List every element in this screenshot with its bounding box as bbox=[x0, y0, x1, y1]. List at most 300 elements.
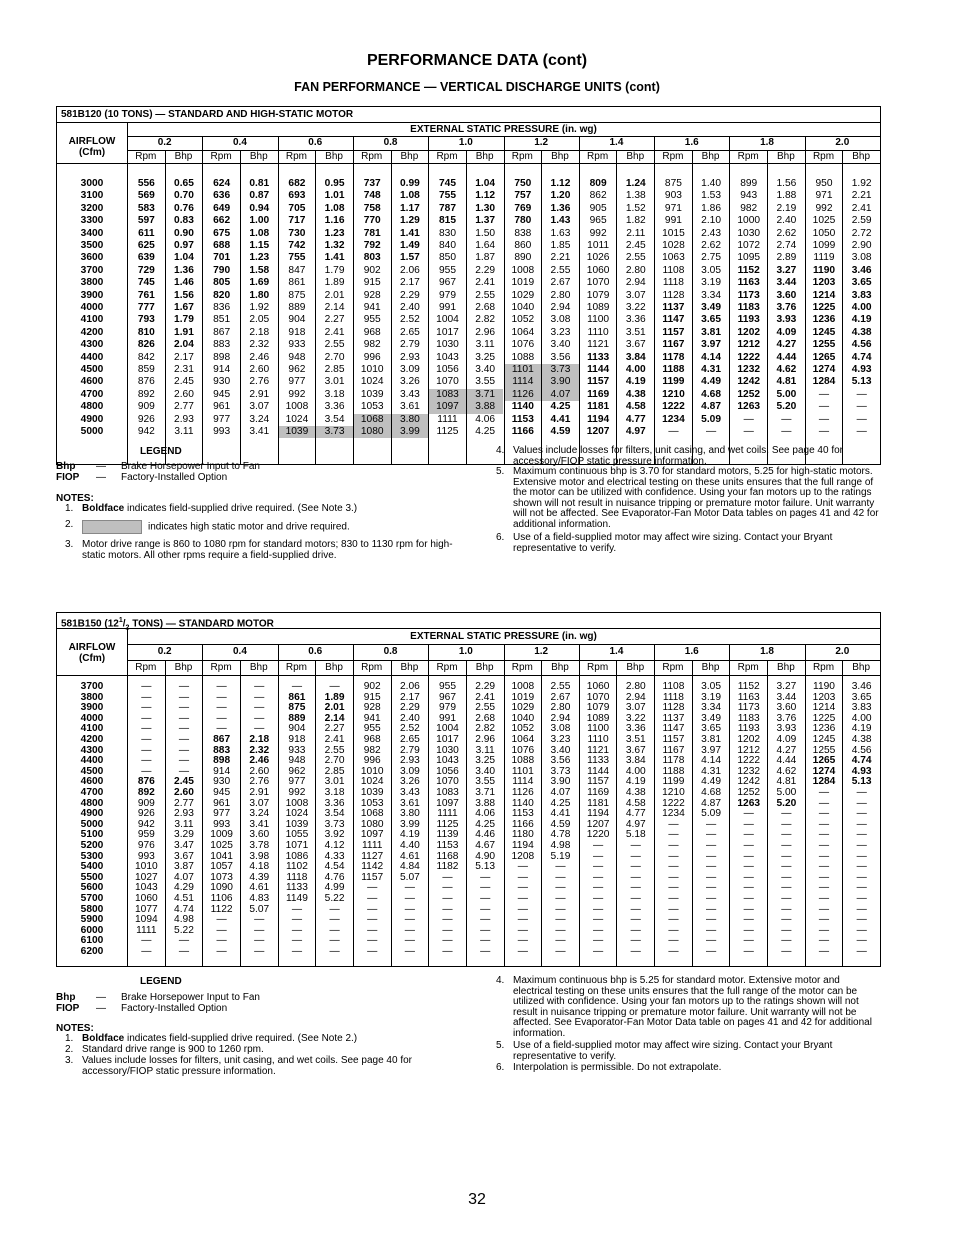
bhp-value: 3.83 bbox=[851, 289, 872, 301]
rpm-value: — bbox=[743, 426, 754, 437]
bhp-value: 1.57 bbox=[399, 252, 420, 264]
rpm-value: 1274 bbox=[812, 364, 836, 375]
rpm-value: 790 bbox=[213, 264, 231, 276]
rpm-value: 1203 bbox=[812, 277, 836, 289]
bhp-header: Bhp bbox=[701, 661, 720, 673]
rpm-value: 914 bbox=[213, 364, 231, 375]
bhp-value: 4.33 bbox=[324, 850, 345, 862]
bhp-value: — bbox=[856, 946, 867, 957]
bhp-value: — bbox=[480, 882, 491, 894]
bhp-value: 3.55 bbox=[475, 776, 496, 788]
bhp-value: 1.58 bbox=[249, 264, 270, 276]
rpm-value: 1265 bbox=[812, 755, 836, 767]
rpm-value: 1180 bbox=[511, 829, 534, 841]
rpm-value: 991 bbox=[439, 712, 456, 724]
rpm-value: — bbox=[442, 882, 453, 894]
airflow-value: 4100 bbox=[80, 314, 104, 326]
bhp-value: 1.49 bbox=[399, 240, 420, 251]
pressure-header: 0.2 bbox=[157, 646, 172, 658]
airflow-value: 5900 bbox=[80, 914, 104, 926]
bhp-value: 3.60 bbox=[776, 702, 797, 714]
rpm-value: 742 bbox=[288, 240, 306, 251]
bhp-value: 3.34 bbox=[701, 702, 721, 714]
column-rule bbox=[391, 150, 392, 163]
rpm-value: — bbox=[367, 924, 378, 936]
bhp-value: 3.08 bbox=[851, 252, 872, 264]
rpm-value: 1114 bbox=[512, 776, 534, 788]
rpm-value: 1057 bbox=[210, 861, 233, 873]
bhp-value: 4.39 bbox=[249, 871, 270, 883]
table-row bbox=[57, 352, 880, 364]
bhp-value: 3.24 bbox=[249, 413, 270, 425]
rpm-value: 955 bbox=[439, 681, 456, 692]
bhp-value: 2.41 bbox=[851, 202, 872, 214]
bhp-value: 2.60 bbox=[249, 765, 270, 777]
bhp-value: 1.50 bbox=[475, 227, 496, 239]
bhp-value: 3.51 bbox=[625, 326, 646, 338]
rpm-value: 875 bbox=[288, 702, 306, 714]
rpm-value: — bbox=[818, 787, 830, 798]
bhp-value: 2.55 bbox=[550, 681, 571, 692]
rpm-value: 1128 bbox=[662, 289, 685, 301]
table-row bbox=[57, 389, 880, 401]
bhp-value: 3.71 bbox=[467, 389, 504, 401]
rpm-value: 1222 bbox=[662, 797, 685, 809]
bhp-value: 1.56 bbox=[776, 178, 797, 189]
rpm-value: 1137 bbox=[662, 302, 685, 313]
bhp-value: — bbox=[555, 935, 566, 947]
bhp-value: 3.36 bbox=[625, 314, 646, 326]
bhp-value: — bbox=[178, 723, 190, 735]
bhp-value: 2.18 bbox=[249, 734, 270, 745]
pressure-header: 0.4 bbox=[232, 646, 247, 658]
bhp-value: 2.55 bbox=[625, 252, 646, 264]
column-rule bbox=[353, 644, 354, 675]
airflow-value: 5500 bbox=[80, 871, 104, 883]
rpm-value: — bbox=[818, 850, 830, 862]
column-rule bbox=[616, 660, 617, 675]
bhp-value: 5.07 bbox=[399, 871, 420, 883]
rpm-value: 1202 bbox=[737, 326, 761, 338]
bhp-value: 2.89 bbox=[776, 252, 797, 264]
rpm-value: 976 bbox=[137, 840, 155, 851]
rpm-value: 1163 bbox=[737, 277, 760, 289]
rpm-header: Rpm bbox=[436, 661, 458, 673]
bhp-value: 1.43 bbox=[550, 215, 571, 227]
rpm-value: 830 bbox=[439, 227, 456, 239]
bhp-value: 4.27 bbox=[776, 744, 797, 756]
rpm-value: 793 bbox=[137, 314, 155, 326]
airflow-value: 4700 bbox=[80, 388, 104, 400]
column-rule bbox=[579, 644, 580, 675]
rpm-value: 1194 bbox=[511, 840, 534, 851]
bhp-value: 2.80 bbox=[550, 702, 571, 714]
bhp-value: 5.18 bbox=[625, 829, 646, 841]
bhp-value: 3.84 bbox=[625, 351, 646, 363]
rpm-value: 1133 bbox=[587, 755, 610, 767]
rpm-value: — bbox=[593, 935, 604, 947]
bhp-value: 3.07 bbox=[625, 289, 646, 301]
bhp-value: 2.55 bbox=[550, 264, 571, 276]
rpm-value: 915 bbox=[363, 277, 381, 289]
rpm-value: — bbox=[818, 882, 830, 894]
rpm-value: — bbox=[442, 914, 453, 926]
bhp-value: — bbox=[480, 914, 491, 926]
rpm-value: — bbox=[743, 850, 754, 862]
rpm-value: 904 bbox=[288, 314, 306, 326]
bhp-value: 2.74 bbox=[776, 240, 797, 251]
airflow-value: 4500 bbox=[80, 364, 104, 375]
page-number: 32 bbox=[468, 1191, 486, 1208]
rpm-value: 1126 bbox=[511, 787, 534, 798]
rpm-value: 982 bbox=[363, 339, 381, 351]
bhp-value: — bbox=[555, 882, 566, 894]
column-rule bbox=[202, 644, 203, 675]
airflow-value: 3800 bbox=[80, 691, 104, 703]
rpm-value: 1178 bbox=[662, 755, 685, 767]
rpm-value: — bbox=[442, 935, 453, 947]
rpm-value: 1188 bbox=[662, 364, 685, 375]
bhp-value: 4.56 bbox=[851, 744, 872, 756]
bhp-value: 5.20 bbox=[776, 401, 797, 413]
rpm-value: 909 bbox=[137, 401, 155, 413]
rpm-value: 1102 bbox=[285, 861, 308, 873]
rpm-value: 899 bbox=[740, 178, 758, 189]
legend-item-fiop: FIOP — Factory-Installed Option bbox=[56, 1003, 228, 1014]
bhp-value: — bbox=[781, 861, 792, 873]
bhp-value: 1.40 bbox=[701, 178, 721, 189]
bhp-value: — bbox=[781, 871, 792, 883]
rpm-value: 883 bbox=[213, 744, 231, 756]
rpm-value: — bbox=[517, 903, 528, 915]
bhp-value: 3.24 bbox=[249, 808, 270, 820]
rpm-header: Rpm bbox=[812, 150, 835, 162]
bhp-value: — bbox=[781, 413, 792, 425]
table-body bbox=[57, 164, 880, 464]
bhp-value: 2.60 bbox=[249, 364, 270, 375]
rpm-value: 1245 bbox=[812, 734, 836, 745]
rpm-value: 928 bbox=[363, 702, 381, 714]
rpm-value: 1210 bbox=[662, 388, 685, 400]
bhp-value: 2.76 bbox=[249, 776, 270, 788]
rpm-value: 1010 bbox=[360, 765, 384, 777]
bhp-value: 1.23 bbox=[249, 252, 270, 264]
rpm-value: — bbox=[216, 712, 227, 724]
rpm-value: 1181 bbox=[587, 401, 610, 413]
bhp-value: 1.86 bbox=[701, 202, 721, 214]
airflow-value: 6000 bbox=[80, 924, 104, 936]
rpm-value: 737 bbox=[363, 178, 381, 189]
rpm-value: 992 bbox=[589, 227, 607, 239]
rpm-value: 1139 bbox=[436, 829, 459, 841]
bhp-value: 3.61 bbox=[399, 797, 420, 809]
column-rule bbox=[428, 644, 429, 675]
bhp-value: 2.32 bbox=[249, 339, 270, 351]
bhp-value: 5.22 bbox=[324, 893, 345, 904]
pressure-header: 1.2 bbox=[534, 646, 549, 658]
bhp-value: 4.98 bbox=[550, 840, 571, 851]
bhp-value: 2.19 bbox=[776, 202, 797, 214]
bhp-value: — bbox=[781, 850, 792, 862]
bhp-value: 1.00 bbox=[249, 215, 270, 227]
bhp-value: — bbox=[254, 935, 265, 947]
rpm-value: — bbox=[141, 691, 152, 703]
rpm-value: — bbox=[593, 882, 604, 894]
bhp-value: 2.93 bbox=[399, 755, 420, 767]
rpm-value: 965 bbox=[589, 215, 607, 227]
rpm-value: 1101 bbox=[511, 765, 534, 777]
rpm-value: 902 bbox=[363, 681, 381, 692]
rpm-value: 1194 bbox=[587, 808, 610, 820]
column-rule bbox=[428, 136, 429, 163]
bhp-value: — bbox=[705, 840, 717, 851]
pressure-header: 1.2 bbox=[534, 137, 549, 149]
rpm-value: 1173 bbox=[737, 289, 760, 301]
rpm-value: 1157 bbox=[662, 326, 685, 338]
bhp-value: — bbox=[404, 935, 415, 947]
rpm-value: 993 bbox=[137, 850, 155, 862]
rpm-value: 992 bbox=[288, 388, 306, 400]
rpm-value: 1039 bbox=[279, 426, 316, 438]
bhp-value: 4.51 bbox=[174, 893, 194, 904]
rpm-value: — bbox=[668, 840, 679, 851]
bhp-value: 4.77 bbox=[625, 808, 646, 820]
rpm-value: 1060 bbox=[586, 681, 610, 692]
bhp-value: 2.41 bbox=[324, 734, 345, 745]
bhp-value: 3.76 bbox=[776, 302, 797, 313]
bhp-value: 4.83 bbox=[249, 893, 270, 904]
bhp-value: — bbox=[856, 924, 867, 936]
bhp-value: — bbox=[856, 818, 867, 830]
rpm-value: 748 bbox=[363, 190, 381, 202]
bhp-value: 3.41 bbox=[249, 426, 270, 437]
column-rule bbox=[805, 644, 806, 675]
airflow-value: 6200 bbox=[80, 946, 104, 957]
bhp-value: 2.31 bbox=[174, 364, 194, 375]
rpm-value: — bbox=[593, 861, 604, 873]
rpm-value: 1101 bbox=[505, 364, 542, 376]
rpm-value: 1166 bbox=[511, 426, 534, 437]
bhp-value: 4.19 bbox=[851, 723, 872, 735]
rpm-value: 750 bbox=[514, 178, 532, 189]
bhp-value: 1.12 bbox=[550, 178, 571, 189]
bhp-value: 0.94 bbox=[249, 202, 270, 214]
rpm-value: 941 bbox=[363, 712, 381, 724]
bhp-value: 4.93 bbox=[851, 765, 872, 777]
table-body bbox=[57, 676, 880, 966]
pressure-header: 1.8 bbox=[760, 646, 774, 658]
rpm-value: 862 bbox=[589, 190, 607, 202]
rpm-value: 1128 bbox=[662, 702, 685, 714]
rpm-value: 1263 bbox=[737, 401, 761, 413]
rpm-value: 889 bbox=[288, 302, 306, 313]
rpm-value: — bbox=[367, 935, 378, 947]
airflow-value: 3200 bbox=[80, 202, 104, 214]
rpm-value: 1245 bbox=[812, 326, 836, 338]
bhp-value: — bbox=[329, 681, 340, 692]
rpm-value: 1100 bbox=[587, 314, 610, 326]
bhp-value: 0.97 bbox=[174, 240, 194, 251]
bhp-value: 4.38 bbox=[625, 787, 646, 798]
rpm-value: 1203 bbox=[812, 691, 836, 703]
rpm-value: — bbox=[743, 882, 754, 894]
airflow-value: 3700 bbox=[80, 264, 104, 276]
rpm-value: — bbox=[593, 903, 604, 915]
rpm-value: 996 bbox=[363, 755, 381, 767]
rpm-value: 1008 bbox=[285, 401, 309, 413]
table-row bbox=[57, 203, 880, 215]
rpm-value: 1083 bbox=[429, 389, 466, 401]
bhp-header: Bhp bbox=[249, 661, 268, 673]
rpm-value: 1056 bbox=[436, 364, 459, 375]
rpm-value: 982 bbox=[363, 744, 381, 756]
rpm-value: 1234 bbox=[662, 808, 685, 820]
bhp-value: 3.27 bbox=[776, 264, 797, 276]
rpm-value: 1060 bbox=[586, 264, 610, 276]
rpm-header: Rpm bbox=[285, 150, 307, 162]
rpm-value: — bbox=[141, 946, 152, 957]
rpm-value: 1234 bbox=[662, 413, 685, 425]
bhp-value: 2.32 bbox=[249, 744, 270, 756]
bhp-header: Bhp bbox=[400, 150, 419, 162]
rpm-value: 1157 bbox=[587, 776, 610, 788]
airflow-value: 5600 bbox=[80, 882, 104, 894]
airflow-value: 3700 bbox=[80, 681, 104, 692]
rpm-value: — bbox=[668, 850, 679, 862]
page-subtitle: FAN PERFORMANCE — VERTICAL DISCHARGE UNITS (cont) bbox=[294, 80, 660, 94]
rpm-value: 745 bbox=[439, 178, 456, 189]
rpm-value: 992 bbox=[815, 202, 833, 214]
rpm-value: — bbox=[818, 829, 830, 841]
rpm-value: 941 bbox=[363, 302, 381, 313]
bhp-value: 1.64 bbox=[475, 240, 496, 251]
rpm-value: 977 bbox=[288, 776, 306, 788]
bhp-value: 4.84 bbox=[399, 861, 420, 873]
bhp-value: 5.19 bbox=[550, 850, 571, 862]
bhp-value: 2.85 bbox=[324, 765, 345, 777]
bhp-value: 1.17 bbox=[399, 202, 420, 214]
bhp-value: — bbox=[480, 924, 491, 936]
airflow-value: 5000 bbox=[80, 818, 104, 830]
bhp-value: 2.67 bbox=[550, 277, 571, 289]
bhp-value: 3.26 bbox=[399, 376, 420, 388]
bhp-value: — bbox=[856, 850, 867, 862]
esp-label: EXTERNAL STATIC PRESSURE (in. wg) bbox=[410, 124, 597, 135]
bhp-value: — bbox=[254, 712, 265, 724]
airflow-value: 5300 bbox=[80, 850, 104, 862]
rpm-value: 971 bbox=[815, 190, 833, 202]
bhp-value: — bbox=[705, 946, 717, 957]
rpm-value: — bbox=[743, 861, 754, 873]
rpm-value: 942 bbox=[137, 818, 155, 830]
airflow-value: 5800 bbox=[80, 903, 104, 915]
bhp-value: 2.91 bbox=[249, 388, 270, 400]
bhp-value: 1.37 bbox=[475, 215, 496, 227]
rpm-value: 1017 bbox=[436, 734, 459, 745]
rpm-value: 1056 bbox=[436, 765, 459, 777]
rpm-value: 883 bbox=[213, 339, 231, 351]
rpm-value: 876 bbox=[137, 376, 155, 388]
bhp-value: 2.21 bbox=[550, 252, 571, 264]
bhp-value: — bbox=[781, 808, 792, 820]
bhp-value: 2.77 bbox=[174, 797, 194, 809]
rpm-value: — bbox=[367, 903, 378, 915]
rpm-value: 781 bbox=[363, 227, 381, 239]
rpm-value: 1121 bbox=[587, 744, 610, 756]
bhp-value: 4.49 bbox=[701, 776, 721, 788]
bhp-value: 3.93 bbox=[776, 723, 797, 735]
rpm-value: 928 bbox=[363, 289, 381, 301]
airflow-unit: (Cfm) bbox=[78, 147, 106, 158]
rpm-value: 1086 bbox=[285, 850, 309, 862]
rpm-value: 1144 bbox=[587, 765, 610, 777]
bhp-value: 3.78 bbox=[249, 840, 270, 851]
rpm-value: 1263 bbox=[737, 797, 761, 809]
rpm-value: 1089 bbox=[586, 302, 610, 313]
bhp-value: 2.77 bbox=[174, 401, 194, 413]
bhp-value: — bbox=[329, 903, 340, 915]
bhp-value: 3.80 bbox=[399, 808, 420, 820]
column-rule bbox=[240, 150, 241, 163]
rpm-value: 977 bbox=[213, 413, 231, 425]
bhp-value: 2.79 bbox=[399, 744, 420, 756]
bhp-header: Bhp bbox=[551, 661, 569, 673]
bhp-value: 4.41 bbox=[550, 413, 571, 425]
airflow-value: 4900 bbox=[80, 808, 104, 820]
rpm-value: 860 bbox=[514, 240, 532, 251]
rpm-value: 1265 bbox=[812, 351, 836, 363]
rpm-value: — bbox=[141, 765, 152, 777]
rpm-value: — bbox=[818, 871, 830, 883]
bhp-value: 3.08 bbox=[550, 723, 571, 735]
bhp-value: 4.29 bbox=[174, 882, 194, 894]
bhp-value: 5.20 bbox=[776, 797, 797, 809]
column-rule bbox=[767, 150, 768, 163]
table-row bbox=[57, 339, 880, 351]
rpm-value: — bbox=[593, 871, 604, 883]
bhp-value: 4.09 bbox=[776, 734, 797, 745]
rpm-value: 1004 bbox=[436, 314, 459, 326]
note-2: 2. indicates high static motor and drive required. bbox=[65, 519, 350, 533]
bhp-value: 3.18 bbox=[324, 787, 345, 798]
column-rule bbox=[541, 150, 542, 163]
bhp-value: — bbox=[856, 829, 867, 841]
rpm-value: 1210 bbox=[662, 787, 685, 798]
rpm-value: 1068 bbox=[360, 808, 384, 820]
pressure-header: 1.4 bbox=[609, 646, 624, 658]
table-row bbox=[57, 788, 880, 799]
bhp-value: 4.97 bbox=[625, 818, 646, 830]
rpm-value: 1024 bbox=[360, 776, 384, 788]
bhp-value: 4.09 bbox=[776, 326, 797, 338]
column-rule bbox=[541, 660, 542, 675]
rpm-value: 1207 bbox=[586, 426, 610, 437]
bhp-value: 4.59 bbox=[550, 426, 571, 437]
bhp-value: — bbox=[178, 935, 190, 947]
rpm-value: 898 bbox=[213, 351, 231, 363]
rpm-header: Rpm bbox=[587, 661, 609, 673]
rpm-value: 909 bbox=[137, 797, 155, 809]
bhp-value: — bbox=[630, 914, 641, 926]
rpm-value: 876 bbox=[137, 776, 155, 788]
bhp-value: 2.65 bbox=[399, 326, 420, 338]
rpm-value: 1080 bbox=[354, 426, 391, 438]
bhp-value: 1.30 bbox=[475, 202, 496, 214]
rpm-value: 1167 bbox=[662, 339, 685, 351]
rpm-value: — bbox=[593, 850, 604, 862]
airflow-value: 4800 bbox=[80, 797, 104, 809]
rpm-value: — bbox=[141, 712, 152, 724]
